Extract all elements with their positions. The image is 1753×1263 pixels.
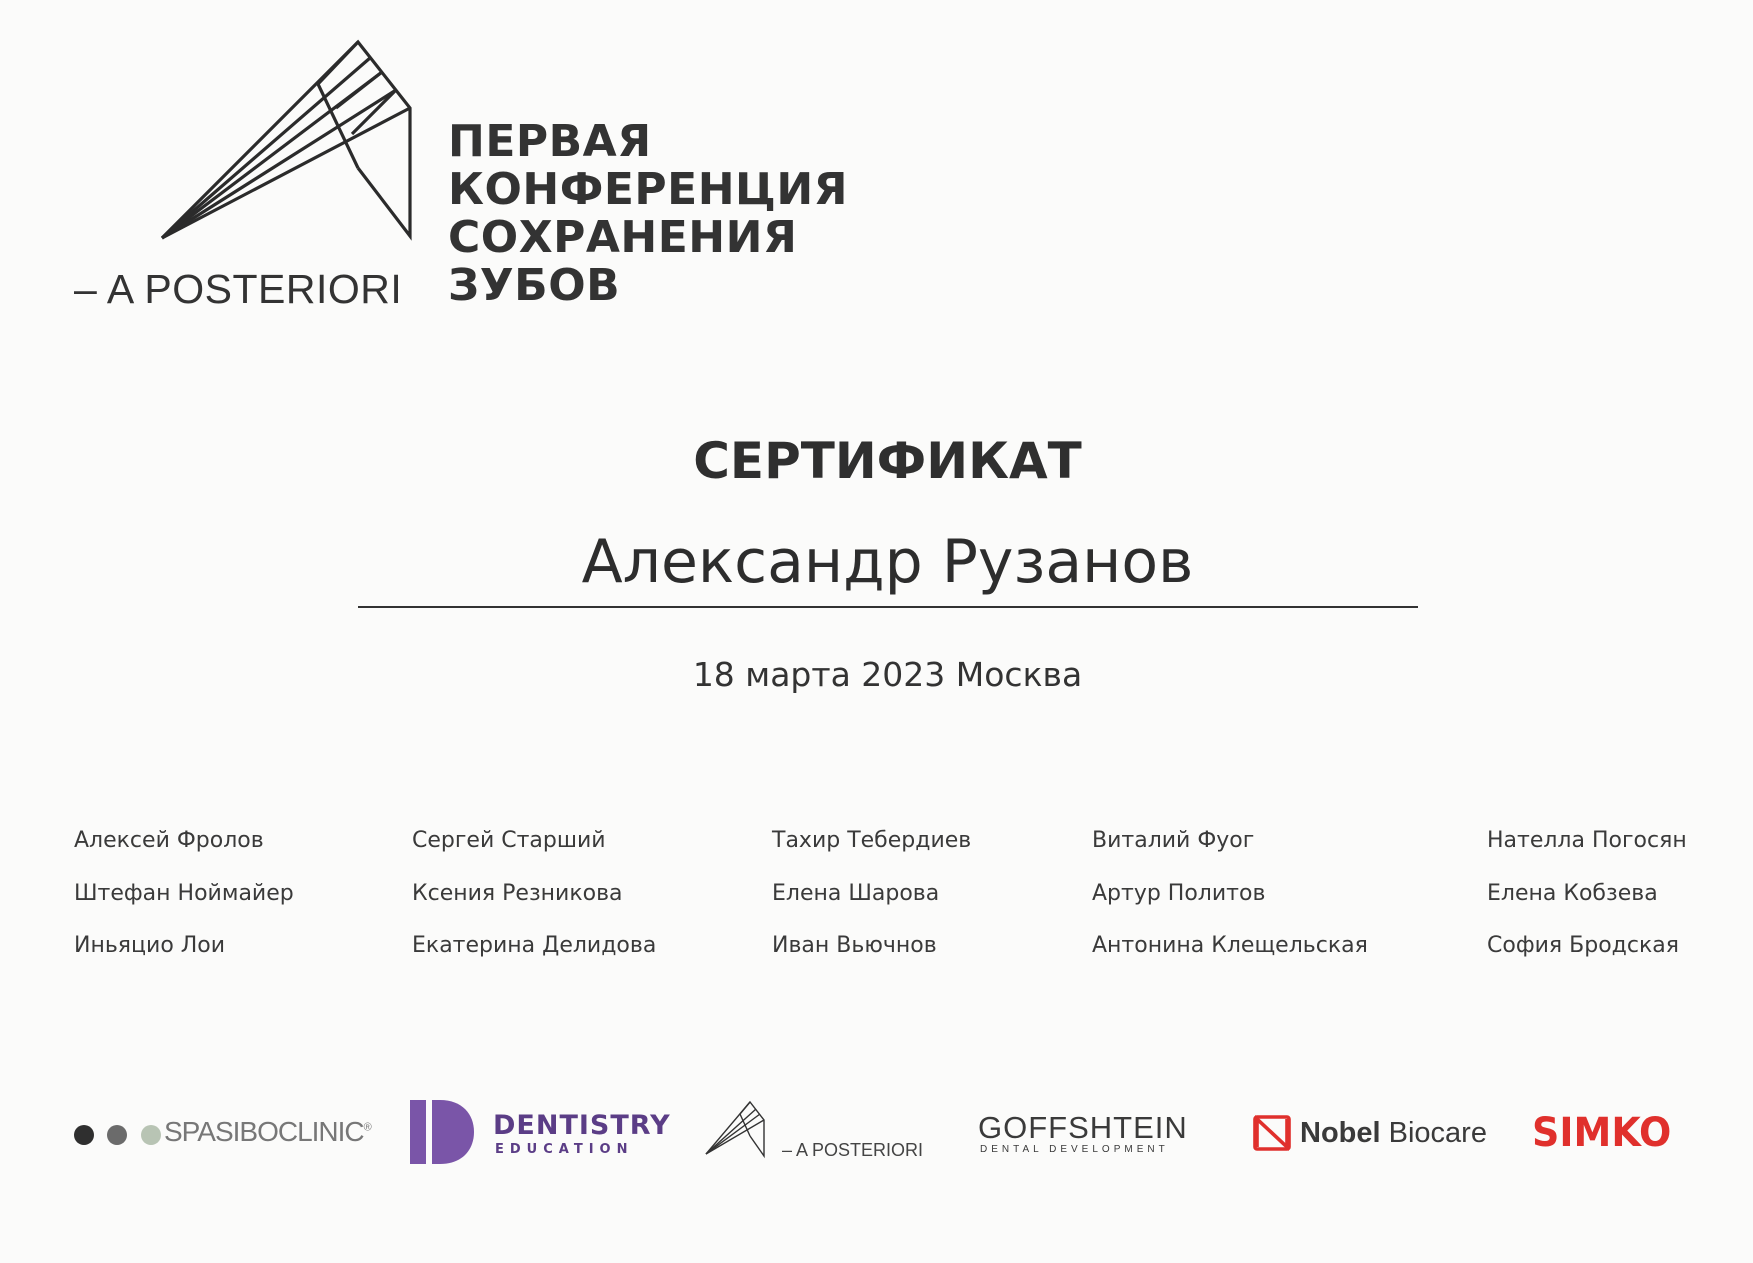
recipient-name: Александр Рузанов (581, 527, 1194, 597)
speakers-column (412, 828, 656, 986)
speaker-name: Елена Кобзева (1487, 880, 1658, 906)
nobel-bold-text: Nobel (1300, 1117, 1381, 1149)
sponsor-logos (0, 1090, 1753, 1190)
a-posteriori-small-logo-mark (704, 1100, 776, 1160)
conference-title-line: ЗУБОВ (448, 260, 621, 311)
education-logo-text: EDUCATION (495, 1142, 634, 1157)
speaker-name: Екатерина Делидова (412, 933, 657, 958)
spasibo-dots-icon (74, 1125, 170, 1145)
nobel-biocare-logo-mark (1253, 1115, 1291, 1151)
spasibo-clinic-logo (164, 1116, 371, 1148)
speaker-name: Антонина Клещельская (1092, 933, 1368, 958)
registered-mark: ® (363, 1121, 371, 1134)
dot-icon (74, 1125, 94, 1145)
event-date-location: 18 марта 2023 Москва (692, 655, 1083, 694)
speaker-name: Елена Шарова (772, 880, 940, 906)
speakers-column (772, 828, 971, 986)
conference-title (448, 118, 848, 310)
speaker-name: Тахир Тебердиев (772, 828, 972, 853)
speaker-name: Иван Вьючнов (772, 933, 937, 958)
goffshtein-logo-subtitle: DENTAL DEVELOPMENT (980, 1144, 1169, 1155)
speaker-name: София Бродская (1487, 933, 1679, 958)
dentistry-education-logo-mark (410, 1100, 476, 1164)
speaker-name: Виталий Фуог (1092, 828, 1255, 853)
speakers-list (0, 828, 1753, 988)
speaker-name: Артур Политов (1092, 880, 1266, 906)
nobel-biocare-logo-text (1300, 1117, 1487, 1150)
speaker-name: Ксения Резникова (412, 880, 623, 906)
certificate-title: СЕРТИФИКАТ (693, 432, 1082, 490)
speaker-name: Нателла Погосян (1487, 828, 1687, 853)
a-posteriori-small-logo-text: – A POSTERIORI (782, 1140, 924, 1160)
speakers-column (1092, 828, 1368, 986)
dentistry-logo-text: DENTISTRY (493, 1110, 671, 1141)
recipient-underline (358, 606, 1418, 608)
goffshtein-logo-text: GOFFSHTEIN (978, 1110, 1188, 1145)
speaker-name: Иньяцио Лои (74, 933, 226, 958)
dot-icon (141, 1125, 161, 1145)
a-posteriori-logo-mark (158, 38, 498, 258)
conference-title-line: СОХРАНЕНИЯ (448, 212, 798, 263)
conference-title-line: КОНФЕРЕНЦИЯ (448, 164, 849, 215)
speaker-name: Штефан Ноймайер (74, 880, 294, 906)
speakers-column (1487, 828, 1687, 986)
nobel-light-text: Biocare (1388, 1117, 1487, 1149)
simko-logo-text: SIMKO (1532, 1110, 1672, 1156)
speaker-name: Сергей Старший (412, 828, 606, 853)
dot-icon (107, 1125, 127, 1145)
brand-subtitle: – A POSTERIORI (74, 266, 403, 312)
speaker-name: Алексей Фролов (74, 828, 264, 853)
spasibo-clinic-name: SPASIBOCLINIC (164, 1116, 364, 1147)
conference-logo (70, 38, 870, 318)
conference-title-line: ПЕРВАЯ (448, 116, 652, 167)
speakers-column (74, 828, 294, 986)
